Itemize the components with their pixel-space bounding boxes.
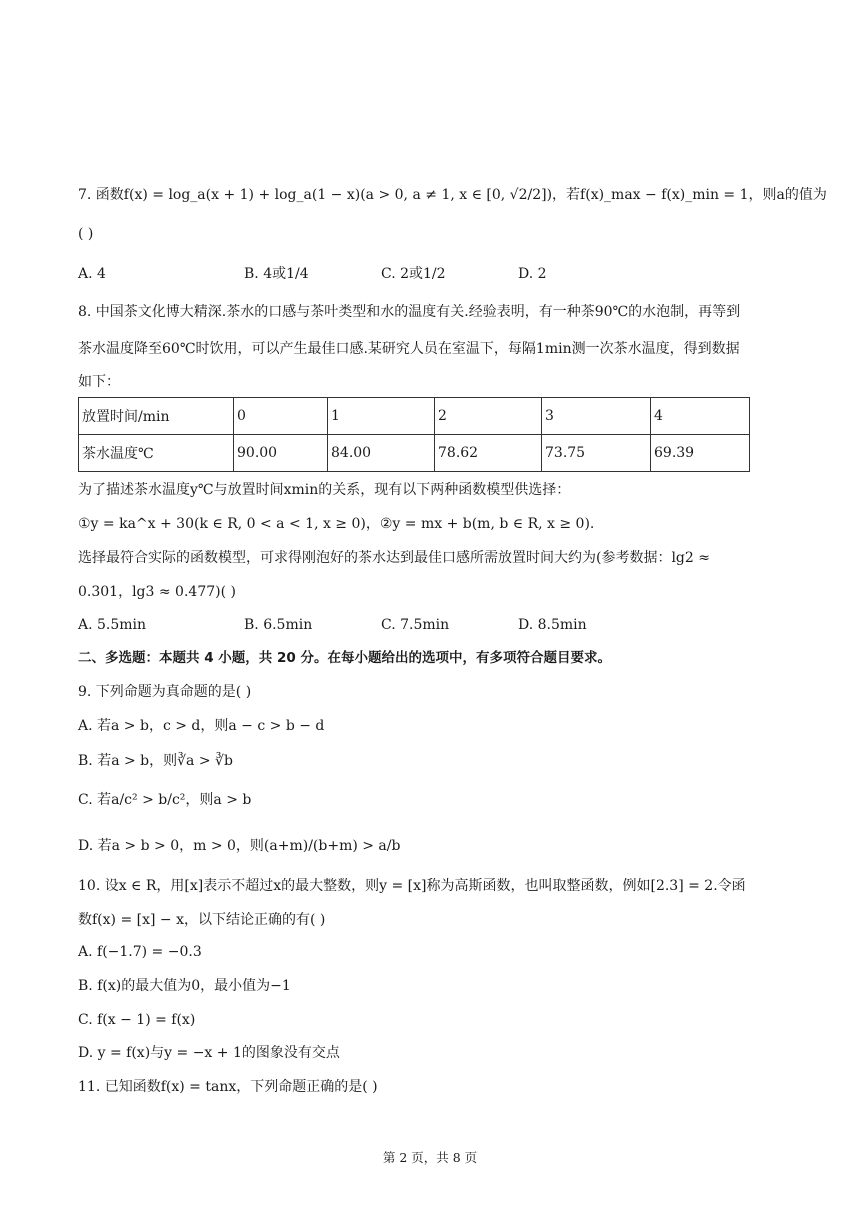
table-row [79, 435, 750, 472]
table-cell: 茶水温度℃ [79, 435, 234, 472]
table-cell: 0 [234, 398, 328, 435]
q8-line4: 为了描述茶水温度y℃与放置时间xmin的关系，现有以下两种函数模型供选择： [78, 482, 571, 498]
page-footer: 第 2 页，共 8 页 [382, 1150, 478, 1165]
q9-option-b: B. 若a > b，则∛a > ∛b [78, 753, 233, 769]
q9-option-d: D. 若a > b > 0，m > 0，则(a+m)/(b+m) > a/b [78, 838, 401, 854]
q9-option-a: A. 若a > b，c > d，则a − c > b − d [78, 718, 325, 734]
q8-line7: 0.301，lg3 ≈ 0.477)( ) [78, 584, 236, 600]
q8-line5: ①y = ka^x + 30(k ∈ R, 0 < a < 1, x ≥ 0)，②y = mx + b(m, b ∈ R, x ≥ 0). [78, 516, 595, 532]
q9-stem: 9. 下列命题为真命题的是( ) [78, 684, 252, 700]
q10-option-b: B. f(x)的最大值为0，最小值为−1 [78, 978, 291, 994]
q7-paren: ( ) [78, 226, 94, 242]
q10-line2: 数f(x) = [x] − x，以下结论正确的有( ) [78, 912, 326, 928]
q8-line2: 茶水温度降至60℃时饮用，可以产生最佳口感.某研究人员在室温下，每隔1min测一次茶水温度，得到数据 [78, 341, 740, 357]
q10-option-c: C. f(x − 1) = f(x) [78, 1012, 196, 1028]
q7-option-b: B. 4或1/4 [244, 266, 309, 282]
q7-option-c: C. 2或1/2 [381, 266, 446, 282]
q7-stem: 7. 函数f(x) = log_a(x + 1) + log_a(1 − x)(a > 0, a ≠ 1, x ∈ [0, √2/2])，若f(x)_max − f(x)_min = 1，则a的值为 [78, 187, 827, 203]
q10-option-a: A. f(−1.7) = −0.3 [78, 944, 202, 960]
q10-line1: 10. 设x ∈ R，用[x]表示不超过x的最大整数，则y = [x]称为高斯函数，也叫取整函数，例如[2.3] = 2.令函 [78, 878, 746, 894]
q7-option-a: A. 4 [78, 266, 106, 282]
q7-option-d: D. 2 [518, 266, 547, 282]
q8-data-table [78, 397, 750, 472]
table-cell: 90.00 [234, 435, 328, 472]
q8-line3: 如下： [78, 374, 120, 390]
q8-line6: 选择最符合实际的函数模型，可求得刚泡好的茶水达到最佳口感所需放置时间大约为(参考数据：lg2 ≈ [78, 550, 710, 566]
q10-option-d: D. y = f(x)与y = −x + 1的图象没有交点 [78, 1045, 340, 1061]
q8-line1: 8. 中国茶文化博大精深.茶水的口感与茶叶类型和水的温度有关.经验表明，有一种茶90℃的水泡制，再等到 [78, 304, 741, 320]
q8-option-c: C. 7.5min [381, 617, 450, 633]
table-cell: 放置时间/min [79, 398, 234, 435]
table-cell: 69.39 [651, 435, 750, 472]
table-cell: 1 [328, 398, 435, 435]
table-cell: 3 [542, 398, 651, 435]
q8-option-d: D. 8.5min [518, 617, 587, 633]
table-cell: 78.62 [435, 435, 542, 472]
table-cell: 84.00 [328, 435, 435, 472]
table-cell: 73.75 [542, 435, 651, 472]
table-row [79, 398, 750, 435]
q8-option-b: B. 6.5min [244, 617, 313, 633]
q11-stem: 11. 已知函数f(x) = tanx，下列命题正确的是( ) [78, 1079, 378, 1095]
table-cell: 4 [651, 398, 750, 435]
section-heading: 二、多选题：本题共 4 小题，共 20 分。在每小题给出的选项中，有多项符合题目要求。 [78, 650, 611, 666]
q8-option-a: A. 5.5min [78, 617, 147, 633]
table-cell: 2 [435, 398, 542, 435]
q9-option-c: C. 若a/c² > b/c²，则a > b [78, 792, 252, 808]
